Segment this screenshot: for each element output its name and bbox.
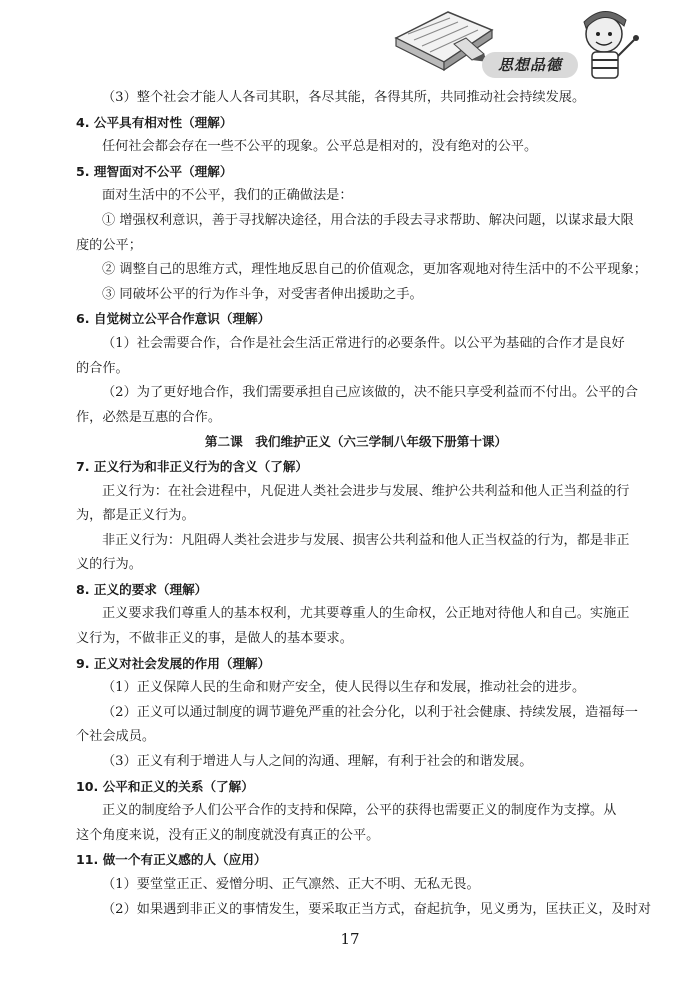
text-line: 义的行为。 [76, 557, 142, 573]
text-line: （2）为了更好地合作，我们需要承担自己应该做的，决不能只享受利益而不付出。公平的合 [102, 385, 638, 401]
text-line: ① 增强权利意识，善于寻找解决途径，用合法的手段去寻求帮助、解决问题，以谋求最大限 [102, 212, 634, 228]
text-line: （2）正义可以通过制度的调节避免严重的社会分化，以利于社会健康、持续发展，造福每一 [102, 704, 638, 720]
text-line: 的合作。 [76, 360, 129, 376]
text-line: ② 调整自己的思维方式，理性地反思自己的价值观念，更加客观地对待生活中的不公平现象； [102, 262, 647, 278]
open-book-icon [396, 12, 492, 70]
section-heading: 7. 正义行为和非正义行为的含义（了解） [76, 458, 309, 474]
text-line: ③ 同破坏公平的行为作斗争，对受害者伸出援助之手。 [102, 286, 423, 302]
section-heading: 8. 正义的要求（理解） [76, 581, 208, 597]
text-line: （2）如果遇到非正义的事情发生，要采取正当方式，奋起抗争，见义勇为，匡扶正义，及时对 [102, 901, 652, 917]
text-line: 个社会成员。 [76, 729, 156, 745]
text-line: 正义的制度给予人们公平合作的支持和保障，公平的获得也需要正义的制度作为支撑。从 [102, 803, 617, 819]
cartoon-character-icon [584, 11, 639, 78]
text-line: （3）整个社会才能人人各司其职，各尽其能，各得其所，共同推动社会持续发展。 [102, 90, 586, 105]
text-line: 非正义行为：凡阻碍人类社会进步与发展、损害公共利益和他人正当权益的行为，都是非正 [102, 532, 630, 548]
section-heading: 6. 自觉树立公平合作意识（理解） [76, 311, 271, 327]
body-text [76, 86, 652, 922]
text-line: （1）正义保障人民的生命和财产安全，使人民得以生存和发展，推动社会的进步。 [102, 680, 586, 696]
page-number: 17 [340, 930, 360, 948]
text-line: 任何社会都会存在一些不公平的现象。公平总是相对的，没有绝对的公平。 [102, 139, 538, 155]
text-line: 正义要求我们尊重人的基本权利，尤其要尊重人的生命权，公正地对待他人和自己。实施正 [102, 606, 630, 622]
section-heading: 11. 做一个有正义感的人（应用） [76, 852, 267, 868]
text-line: 义行为，不做非正义的事，是做人的基本要求。 [76, 631, 353, 647]
text-line: （3）正义有利于增进人与人之间的沟通、理解，有利于社会的和谐发展。 [102, 754, 533, 770]
text-line: （1）要堂堂正正、爱憎分明、正气凛然、正大不明、无私无畏。 [102, 877, 480, 892]
section-heading: 4. 公平具有相对性（理解） [76, 114, 233, 130]
text-line: （1）社会需要合作，合作是社会生活正常进行的必要条件。以公平为基础的合作才是良好 [102, 335, 625, 351]
lesson-title: 第二课 我们维护正义（六三学制八年级下册第十课） [204, 434, 508, 450]
section-heading: 10. 公平和正义的关系（了解） [76, 778, 254, 794]
text-line: 这个角度来说，没有正义的制度就没有真正的公平。 [76, 827, 380, 843]
text-line: 作，必然是互惠的合作。 [76, 409, 222, 425]
text-line: 为，都是正义行为。 [76, 508, 195, 524]
text-line: 面对生活中的不公平，我们的正确做法是： [102, 188, 353, 204]
text-line: 度的公平； [76, 237, 142, 253]
subject-badge: 思想品德 [482, 52, 578, 78]
section-heading: 9. 正义对社会发展的作用（理解） [76, 655, 271, 671]
text-line: 正义行为：在社会进程中，凡促进人类社会进步与发展、维护公共利益和他人正当利益的行 [102, 483, 630, 499]
section-heading: 5. 理智面对不公平（理解） [76, 163, 233, 179]
